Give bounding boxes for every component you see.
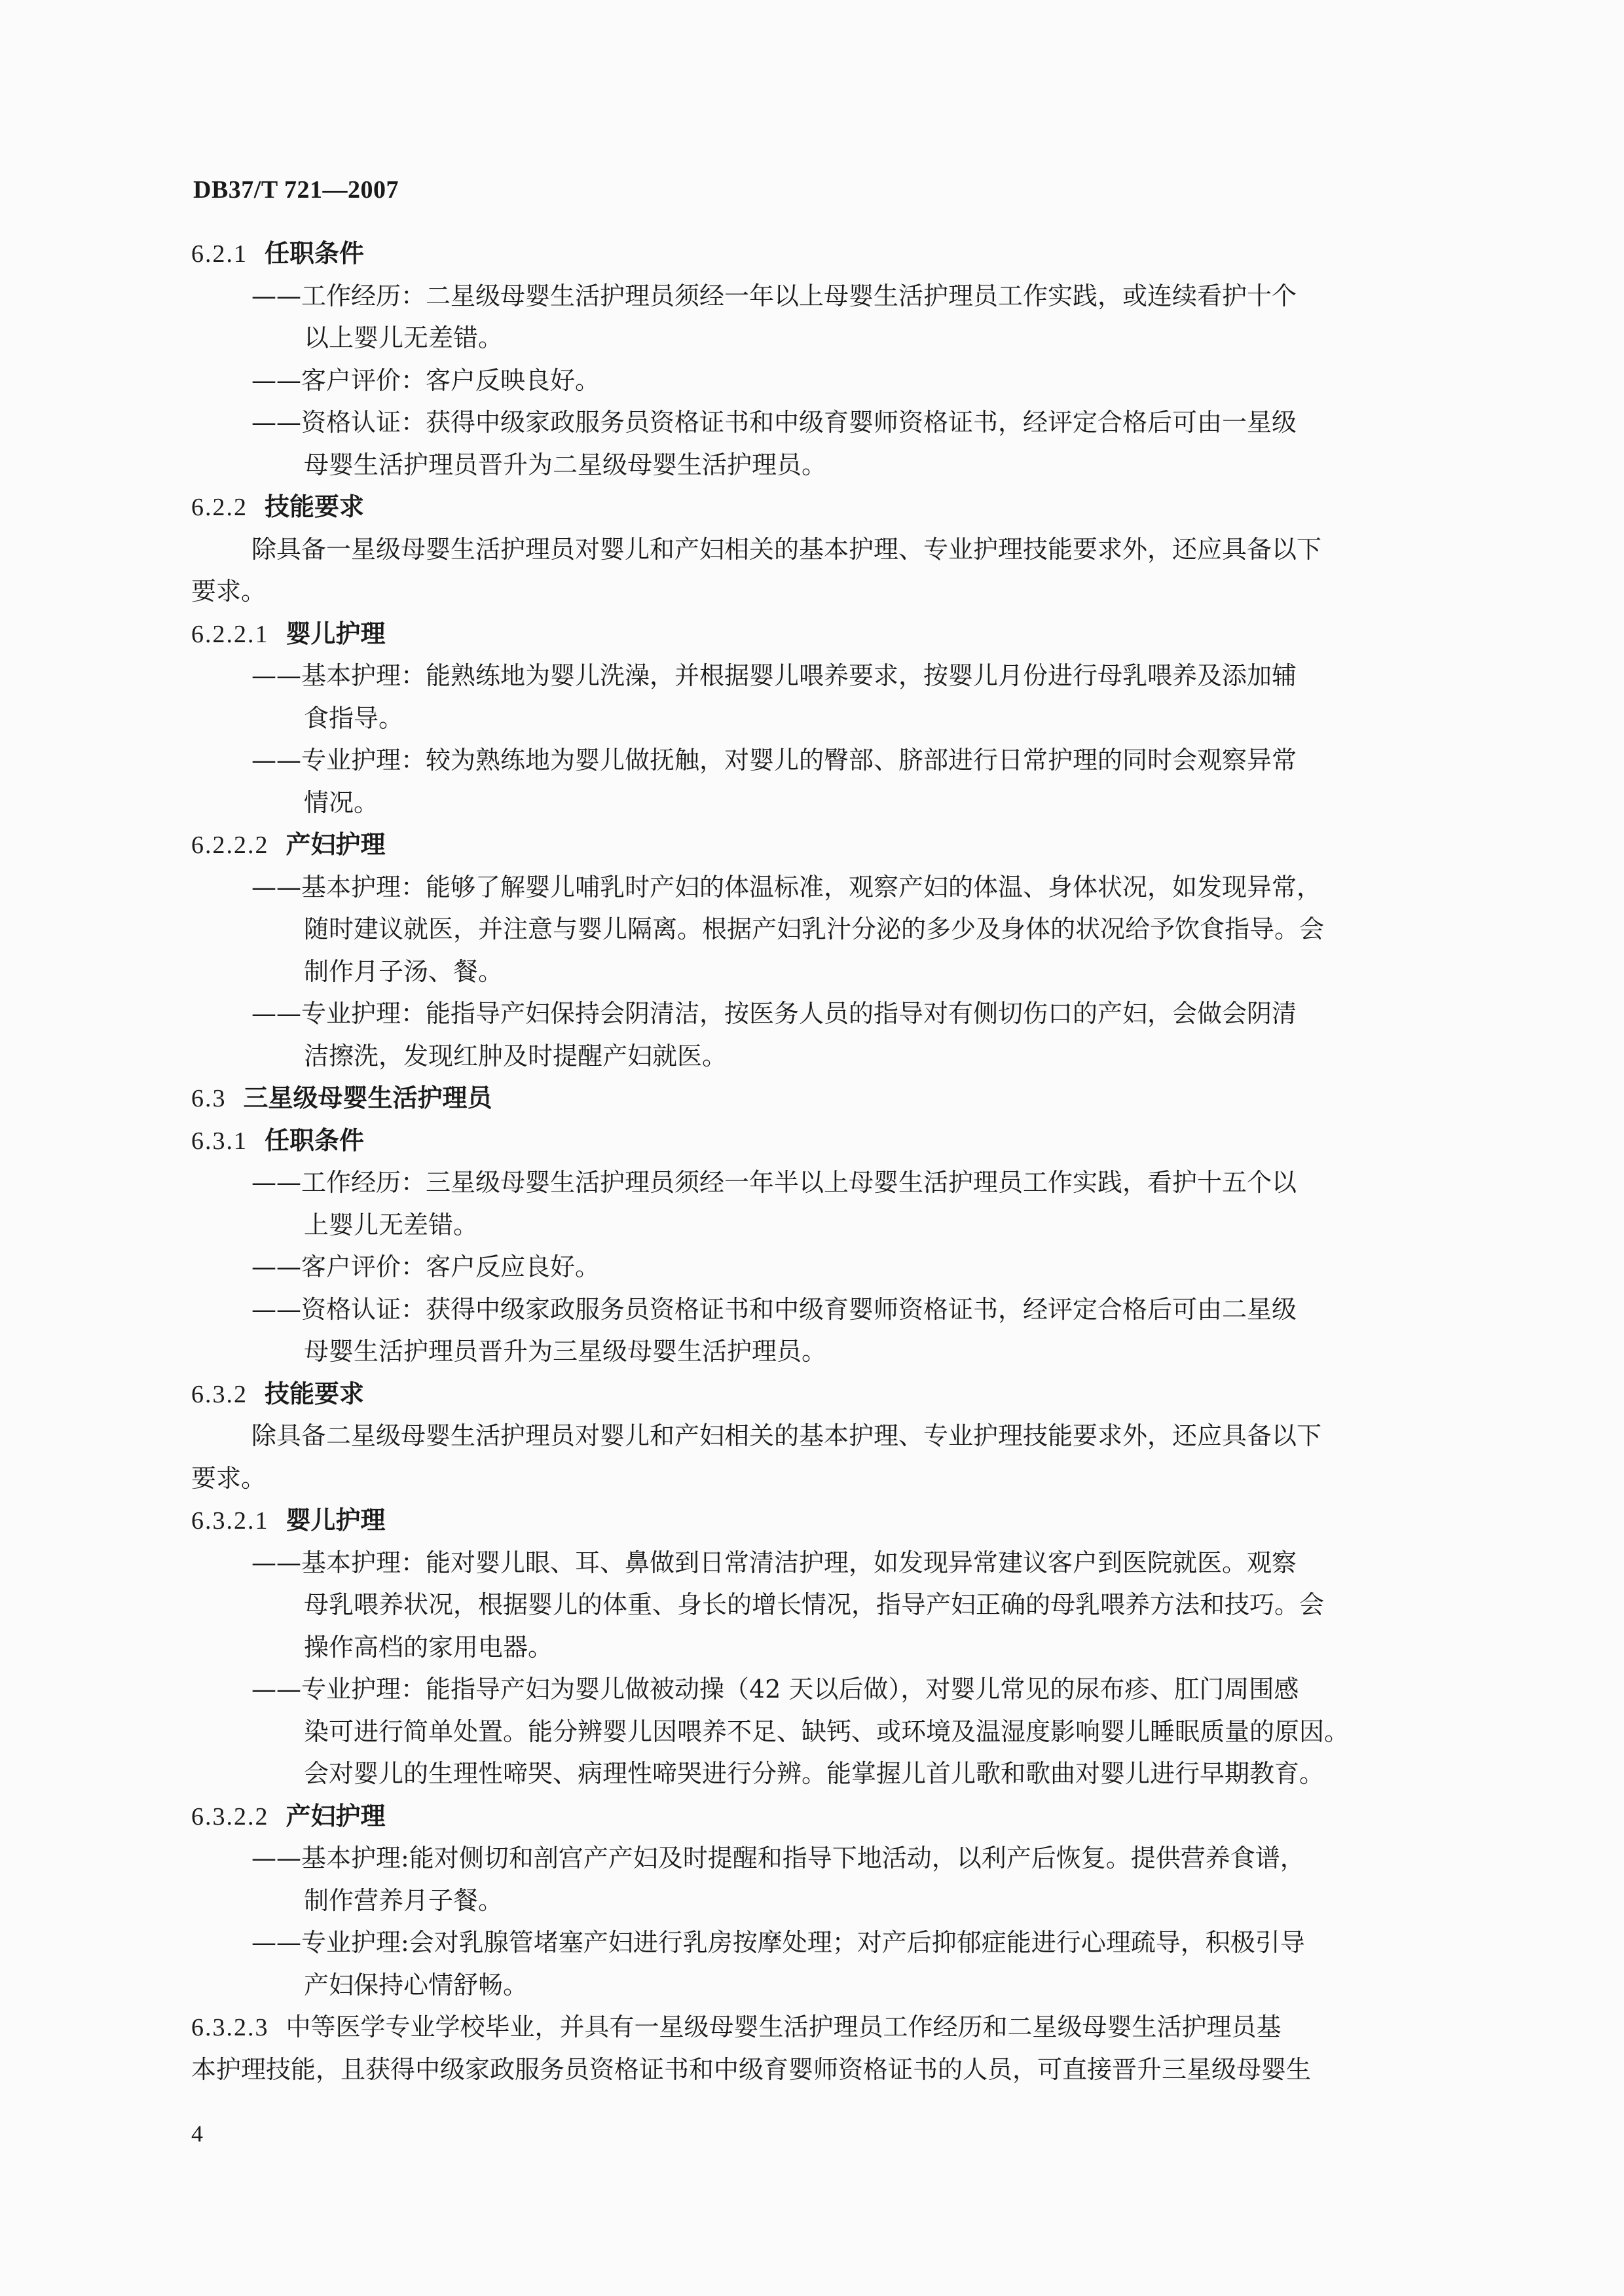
section-heading — [191, 1120, 1459, 1162]
list-item-line: ——客户评价：客户反映良好。 — [251, 365, 600, 395]
list-item-line: ——客户评价：客户反应良好。 — [251, 1252, 600, 1281]
page-number: 4 — [191, 2121, 203, 2147]
document-code-header: DB37/T 721—2007 — [193, 176, 399, 204]
section-number: 6.3.2.2 — [191, 1802, 269, 1831]
section-number: 6.3.2.3 — [191, 2014, 269, 2041]
list-item-continuation: 母婴生活护理员晋升为三星级母婴生活护理员。 — [304, 1337, 827, 1366]
list-item-line: ——工作经历：二星级母婴生活护理员须经一年以上母婴生活护理员工作实践，或连续看护十个 — [251, 281, 1297, 310]
paragraph-continuation: 要求。 — [191, 577, 267, 606]
paragraph-continuation: 本护理技能，且获得中级家政服务员资格证书和中级育婴师资格证书的人员，可直接晋升三星级母婴生 — [191, 2054, 1312, 2084]
list-item-continuation: 产妇保持心情舒畅。 — [304, 1970, 528, 1999]
section-heading — [191, 1077, 1459, 1120]
list-item-line: ——专业护理：能指导产妇为婴儿做被动操（42 天以后做），对婴儿常见的尿布疹、肛门周围感 — [251, 1675, 1299, 1704]
section-title: 产妇护理 — [286, 830, 386, 859]
list-item-line: ——专业护理:会对乳腺管堵塞产妇进行乳房按摩处理；对产后抑郁症能进行心理疏导，积极引导 — [251, 1928, 1305, 1957]
section-number: 6.2.1 — [191, 240, 248, 268]
section-heading — [191, 613, 1459, 655]
list-item-line: ——专业护理：能指导产妇保持会阴清洁，按医务人员的指导对有侧切伤口的产妇，会做会阴清 — [251, 999, 1297, 1028]
list-item-continuation: 随时建议就医，并注意与婴儿隔离。根据产妇乳汁分泌的多少及身体的状况给予饮食指导。会 — [304, 915, 1325, 943]
list-item-continuation: 染可进行简单处置。能分辨婴儿因喂养不足、缺钙、或环境及温湿度影响婴儿睡眠质量的原因。 — [304, 1717, 1350, 1746]
section-heading — [191, 1795, 1459, 1838]
list-item-line: ——资格认证：获得中级家政服务员资格证书和中级育婴师资格证书，经评定合格后可由一星级 — [251, 408, 1297, 437]
section-heading — [191, 824, 1459, 866]
list-item-continuation: 制作营养月子餐。 — [304, 1886, 504, 1915]
section-heading — [191, 232, 1459, 275]
section-title: 技能要求 — [265, 1379, 365, 1408]
numbered-paragraph — [191, 2006, 1459, 2049]
section-number: 6.2.2 — [191, 494, 248, 521]
section-heading — [191, 1373, 1459, 1415]
list-item-continuation: 食指导。 — [304, 703, 404, 733]
section-title: 任职条件 — [265, 239, 365, 268]
section-number: 6.3 — [191, 1085, 227, 1112]
section-heading — [191, 1499, 1459, 1542]
list-item-line: ——基本护理:能对侧切和剖宫产产妇及时提醒和指导下地活动，以利产后恢复。提供营养食谱， — [251, 1844, 1305, 1872]
list-item-continuation: 会对婴儿的生理性啼哭、病理性啼哭进行分辨。能掌握儿首儿歌和歌曲对婴儿进行早期教育。 — [304, 1759, 1325, 1788]
list-item-line: ——专业护理：较为熟练地为婴儿做抚触，对婴儿的臀部、脐部进行日常护理的同时会观察异常 — [251, 746, 1297, 774]
paragraph-line: 除具备一星级母婴生活护理员对婴儿和产妇相关的基本护理、专业护理技能要求外，还应具备以下 — [251, 534, 1322, 564]
section-title: 任职条件 — [265, 1125, 365, 1155]
document-body — [191, 232, 1459, 2090]
section-title: 三星级母婴生活护理员 — [243, 1084, 492, 1112]
section-heading — [191, 486, 1459, 528]
paragraph-continuation: 要求。 — [191, 1463, 267, 1493]
list-item-line: ——基本护理：能对婴儿眼、耳、鼻做到日常清洁护理，如发现异常建议客户到医院就医。观察 — [251, 1548, 1297, 1577]
section-title: 产妇护理 — [286, 1801, 386, 1831]
list-item-line: ——资格认证：获得中级家政服务员资格证书和中级育婴师资格证书，经评定合格后可由二星级 — [251, 1294, 1297, 1324]
section-number: 6.3.2.1 — [191, 1507, 269, 1535]
list-item-continuation: 操作高档的家用电器。 — [304, 1632, 553, 1662]
section-title: 婴儿护理 — [286, 619, 386, 648]
list-item-continuation: 母乳喂养状况，根据婴儿的体重、身长的增长情况，指导产妇正确的母乳喂养方法和技巧。会 — [304, 1590, 1325, 1619]
section-number: 6.2.2.1 — [191, 620, 269, 648]
list-item-line: ——基本护理：能熟练地为婴儿洗澡，并根据婴儿喂养要求，按婴儿月份进行母乳喂养及添加辅 — [251, 661, 1297, 690]
list-item-continuation: 制作月子汤、餐。 — [304, 957, 504, 986]
list-item-continuation: 上婴儿无差错。 — [304, 1210, 479, 1239]
list-item-line: ——工作经历：三星级母婴生活护理员须经一年半以上母婴生活护理员工作实践，看护十五个以 — [251, 1168, 1297, 1197]
list-item-line: ——基本护理：能够了解婴儿哺乳时产妇的体温标准，观察产妇的体温、身体状况，如发现异常， — [251, 872, 1322, 902]
section-title: 婴儿护理 — [286, 1506, 386, 1535]
list-item-continuation: 洁擦洗，发现红肿及时提醒产妇就医。 — [304, 1041, 728, 1070]
section-title: 技能要求 — [265, 492, 365, 521]
list-item-continuation: 母婴生活护理员晋升为二星级母婴生活护理员。 — [304, 450, 827, 479]
paragraph-text: 中等医学专业学校毕业，并具有一星级母婴生活护理员工作经历和二星级母婴生活护理员基 — [286, 2013, 1282, 2041]
list-item-continuation: 情况。 — [304, 788, 379, 817]
section-number: 6.3.1 — [191, 1127, 248, 1155]
section-number: 6.2.2.2 — [191, 831, 269, 859]
paragraph-line: 除具备二星级母婴生活护理员对婴儿和产妇相关的基本护理、专业护理技能要求外，还应具备以下 — [251, 1421, 1322, 1450]
list-item-continuation: 以上婴儿无差错。 — [304, 323, 504, 352]
section-number: 6.3.2 — [191, 1380, 248, 1408]
